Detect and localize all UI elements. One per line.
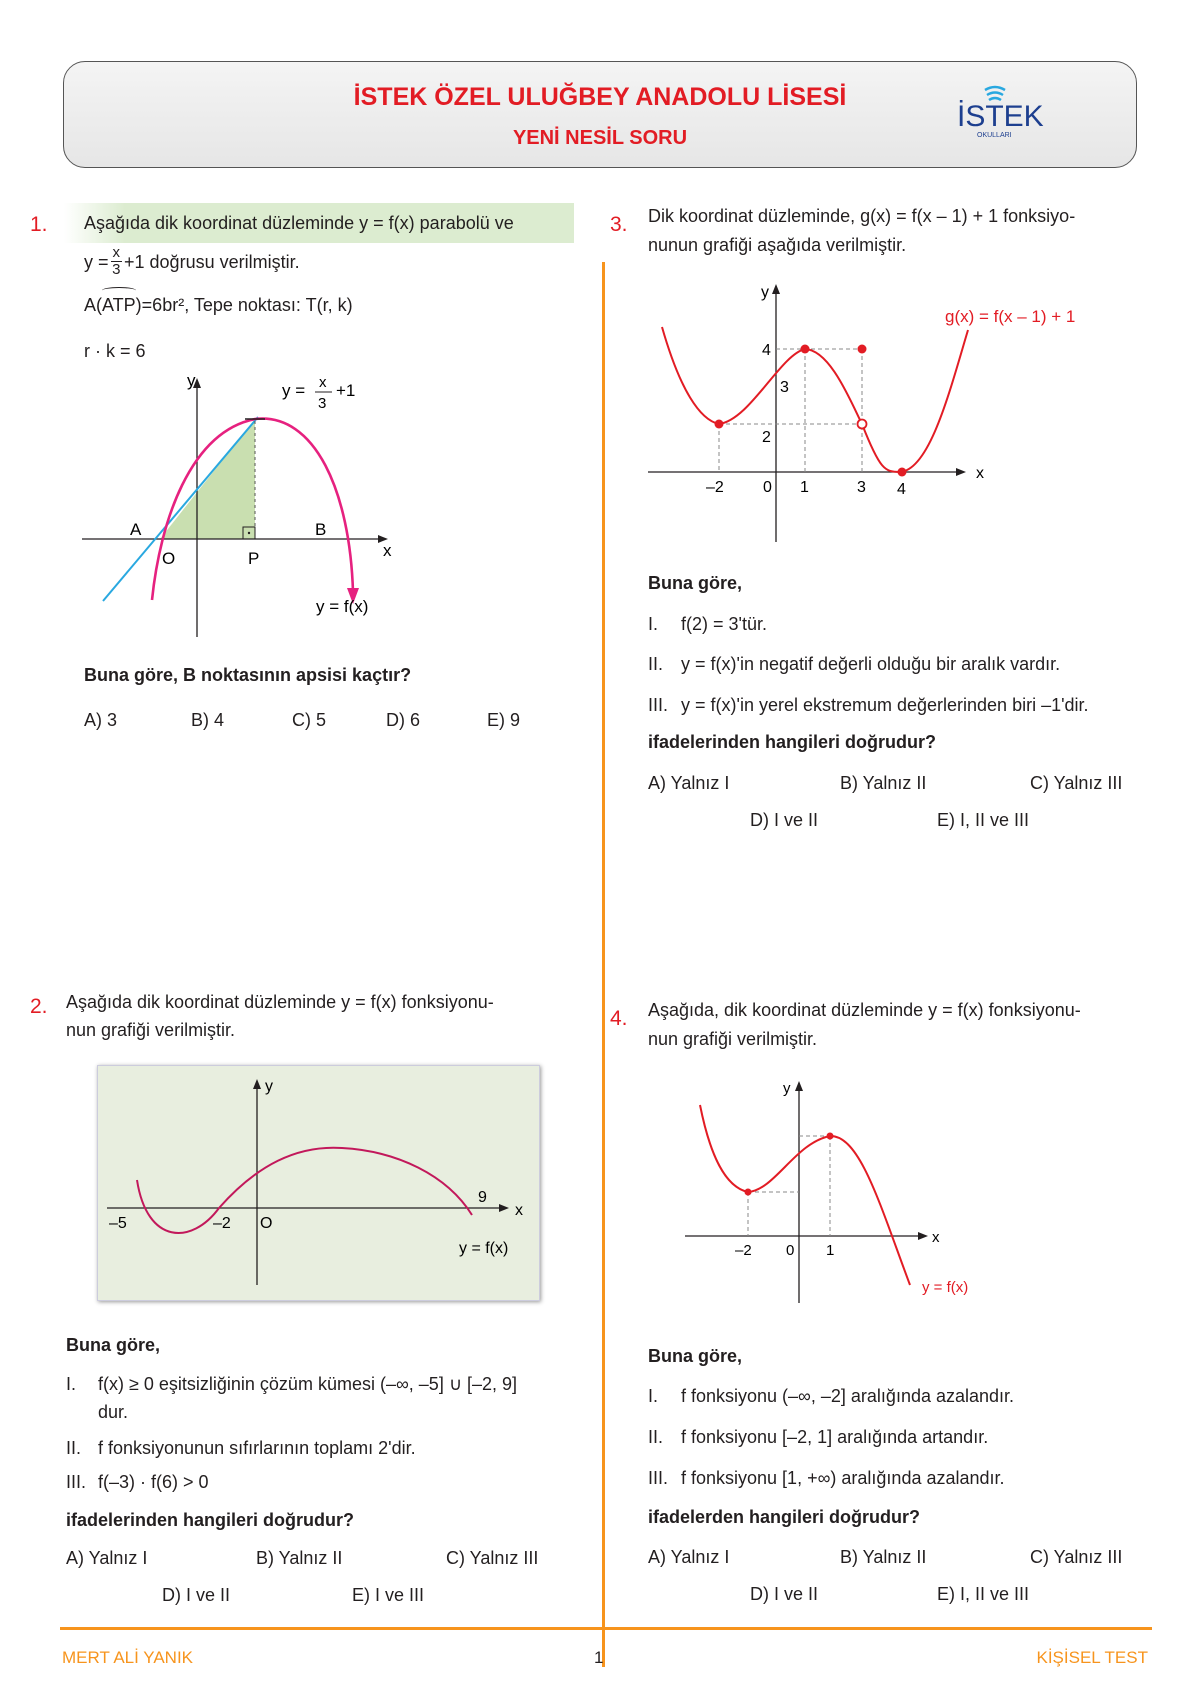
q4-tick-x1: 1 bbox=[826, 1242, 835, 1259]
q1-option-d[interactable]: D) 6 bbox=[386, 710, 421, 730]
q1-area bbox=[84, 291, 353, 319]
q1-point-o: O bbox=[162, 549, 176, 568]
q2-s3-num: III. bbox=[66, 1472, 87, 1492]
page-subtitle: YENİ NESİL SORU bbox=[512, 127, 688, 149]
q4-lead: Buna göre, bbox=[648, 1346, 743, 1366]
q3-line1: Dik koordinat düzleminde, g(x) = f(x – 1) + 1 fonksiyo- bbox=[648, 206, 1076, 226]
q4-number: 4. bbox=[610, 1007, 628, 1030]
q2-tick-m5: –5 bbox=[109, 1215, 127, 1232]
q4-x-label: x bbox=[932, 1229, 940, 1246]
q4-x-arrow-icon bbox=[918, 1232, 928, 1240]
q3-s2-num: II. bbox=[648, 654, 664, 674]
logo-subtext: OKULLARI bbox=[977, 132, 1012, 139]
q3-point-min bbox=[715, 420, 724, 429]
q1-product: r · k = 6 bbox=[84, 341, 146, 361]
q1-line-label-num: x bbox=[319, 374, 327, 391]
logo-icon bbox=[955, 82, 1045, 142]
q1-graph bbox=[70, 372, 410, 642]
q1-line2-prefix: y = bbox=[84, 251, 109, 272]
logo-text: İSTEK bbox=[957, 100, 1044, 133]
q1-x-label: x bbox=[383, 541, 392, 560]
q2-s3: f(–3) · f(6) > 0 bbox=[98, 1472, 209, 1492]
q2-s2-num: II. bbox=[66, 1438, 82, 1458]
q3-point-isolated bbox=[858, 345, 867, 354]
q1-option-e[interactable]: E) 9 bbox=[487, 710, 521, 730]
q1-option-a[interactable]: A) 3 bbox=[84, 710, 118, 730]
q1-point-p: P bbox=[248, 549, 260, 568]
q3-y-arrow-icon bbox=[772, 284, 780, 294]
q4-tick-xm2: –2 bbox=[735, 1242, 752, 1259]
q3-option-e[interactable]: E) I, II ve III bbox=[937, 810, 1030, 830]
q3-s3-num: III. bbox=[648, 695, 669, 715]
q1-area-arc bbox=[102, 291, 136, 319]
q3-graph bbox=[640, 280, 1120, 545]
q2-s1-line1: f(x) ≥ 0 eşitsizliğinin çözüm kümesi (–∞, –5] ∪ [–2, 9] bbox=[98, 1374, 518, 1394]
q2-question: ifadelerinden hangileri doğrudur? bbox=[66, 1510, 355, 1530]
q3-lead: Buna göre, bbox=[648, 573, 743, 593]
q3-s1: f(2) = 3'tür. bbox=[681, 614, 767, 634]
q1-line-label-suffix: +1 bbox=[336, 381, 356, 400]
q3-number: 3. bbox=[610, 213, 628, 236]
q2-option-e[interactable]: E) I ve III bbox=[352, 1585, 425, 1605]
q3-option-b[interactable]: B) Yalnız II bbox=[840, 773, 927, 793]
q3-s3: y = f(x)'in yerel ekstremum değerlerinden biri –1'dir. bbox=[681, 695, 1089, 715]
q1-option-c[interactable]: C) 5 bbox=[292, 710, 327, 730]
q1-area-arc-text: ATP bbox=[102, 295, 136, 315]
q4-graph bbox=[680, 1075, 1000, 1310]
column-divider bbox=[602, 262, 605, 1667]
q2-origin: O bbox=[260, 1215, 273, 1232]
q1-line2-suffix: +1 doğrusu verilmiştir. bbox=[124, 251, 300, 272]
q1-frac-num: x bbox=[112, 244, 121, 261]
footer-test-type: KİŞİSEL TEST bbox=[1036, 1648, 1148, 1667]
q1-frac-den: 3 bbox=[112, 261, 121, 278]
q2-y-arrow-icon bbox=[253, 1079, 261, 1089]
q4-curve bbox=[700, 1105, 910, 1285]
q4-point-min bbox=[745, 1189, 752, 1196]
q4-point-max bbox=[827, 1133, 834, 1140]
q2-tick-9: 9 bbox=[478, 1189, 487, 1206]
school-logo bbox=[955, 82, 1045, 142]
q2-option-c[interactable]: C) Yalnız III bbox=[446, 1548, 539, 1568]
q1-question: Buna göre, B noktasının apsisi kaçtır? bbox=[84, 665, 412, 685]
q1-curve-label: y = f(x) bbox=[316, 597, 369, 616]
q2-curve bbox=[137, 1148, 472, 1233]
q4-s1: f fonksiyonu (–∞, –2] aralığında azalandır. bbox=[681, 1386, 1015, 1406]
q1-line-label-den: 3 bbox=[318, 395, 327, 412]
q1-line2 bbox=[84, 245, 300, 278]
q3-tick-y3: 3 bbox=[780, 379, 789, 396]
q4-s2-num: II. bbox=[648, 1427, 664, 1447]
q1-option-b[interactable]: B) 4 bbox=[191, 710, 225, 730]
page-number: 1 bbox=[594, 1648, 604, 1667]
q1-area-suffix: )=6br², Tepe noktası: T(r, k) bbox=[135, 295, 353, 315]
q2-y-label: y bbox=[265, 1078, 273, 1095]
q1-point-a: A bbox=[130, 520, 142, 539]
q4-question: ifadelerden hangileri doğrudur? bbox=[648, 1507, 921, 1527]
q1-fraction bbox=[111, 245, 123, 278]
q4-y-label: y bbox=[783, 1080, 791, 1097]
q3-option-a[interactable]: A) Yalnız I bbox=[648, 773, 730, 793]
q3-tick-y2: 2 bbox=[762, 429, 771, 446]
q2-number: 2. bbox=[30, 995, 48, 1018]
q3-point-zero bbox=[898, 468, 907, 477]
q2-tick-m2: –2 bbox=[213, 1215, 231, 1232]
q1-area-prefix: A( bbox=[84, 295, 102, 315]
q2-option-a[interactable]: A) Yalnız I bbox=[66, 1548, 148, 1568]
q3-option-c[interactable]: C) Yalnız III bbox=[1030, 773, 1123, 793]
footer-rule bbox=[60, 1627, 1152, 1630]
q3-tick-x1: 1 bbox=[800, 479, 809, 496]
arc-mark-icon bbox=[102, 287, 136, 294]
q3-tick-y4: 4 bbox=[762, 342, 771, 359]
q1-point-b: B bbox=[315, 520, 327, 539]
q4-option-e[interactable]: E) I, II ve III bbox=[937, 1584, 1030, 1604]
q3-point-max bbox=[801, 345, 810, 354]
q4-s2: f fonksiyonu [–2, 1] aralığında artandır. bbox=[681, 1427, 989, 1447]
q1-right-angle-dot bbox=[248, 532, 250, 534]
q4-option-d[interactable]: D) I ve II bbox=[750, 1584, 819, 1604]
q3-question: ifadelerinden hangileri doğrudur? bbox=[648, 732, 937, 752]
q3-s2: y = f(x)'in negatif değerli olduğu bir aralık vardır. bbox=[681, 654, 1061, 674]
q2-option-d[interactable]: D) I ve II bbox=[162, 1585, 231, 1605]
q3-x-label: x bbox=[976, 465, 984, 482]
q3-tick-xm2: –2 bbox=[706, 479, 724, 496]
q4-option-c[interactable]: C) Yalnız III bbox=[1030, 1547, 1123, 1567]
q2-s2: f fonksiyonunun sıfırlarının toplamı 2'dir. bbox=[98, 1438, 416, 1458]
q1-line-label-prefix: y = bbox=[282, 381, 306, 400]
q1-line1: Aşağıda dik koordinat düzleminde y = f(x) parabolü ve bbox=[84, 213, 514, 233]
q4-s3-num: III. bbox=[648, 1468, 669, 1488]
footer-author: MERT ALİ YANIK bbox=[62, 1648, 194, 1667]
q2-x-label: x bbox=[515, 1202, 523, 1219]
q3-s1-num: I. bbox=[648, 614, 659, 634]
q2-line1: Aşağıda dik koordinat düzleminde y = f(x) fonksiyonu- bbox=[66, 992, 494, 1012]
q3-line2: nunun grafiği aşağıda verilmiştir. bbox=[648, 235, 907, 255]
q2-curve-label: y = f(x) bbox=[459, 1240, 509, 1257]
school-name: İSTEK ÖZEL ULUĞBEY ANADOLU LİSESİ bbox=[353, 83, 847, 111]
q3-x-arrow-icon bbox=[956, 468, 966, 476]
q2-x-arrow-icon bbox=[499, 1204, 509, 1212]
q4-line1: Aşağıda, dik koordinat düzleminde y = f(x) fonksiyonu- bbox=[648, 1000, 1081, 1020]
q3-y-label: y bbox=[761, 284, 769, 301]
q4-s1-num: I. bbox=[648, 1386, 659, 1406]
q2-lead: Buna göre, bbox=[66, 1335, 161, 1355]
q3-curve-right bbox=[862, 330, 968, 472]
q4-s3: f fonksiyonu [1, +∞) aralığında azalandır. bbox=[681, 1468, 1005, 1488]
q3-option-d[interactable]: D) I ve II bbox=[750, 810, 819, 830]
q4-curve-label: y = f(x) bbox=[922, 1279, 969, 1296]
q1-y-label: y bbox=[187, 372, 196, 390]
q4-tick-x0: 0 bbox=[786, 1242, 795, 1259]
q2-s1-line2: dur. bbox=[98, 1402, 129, 1422]
q4-option-b[interactable]: B) Yalnız II bbox=[840, 1547, 927, 1567]
q2-graph bbox=[97, 1065, 540, 1301]
q1-number: 1. bbox=[30, 213, 48, 236]
q4-y-arrow-icon bbox=[795, 1081, 803, 1091]
q2-option-b[interactable]: B) Yalnız II bbox=[256, 1548, 343, 1568]
q3-curve-label: g(x) = f(x – 1) + 1 bbox=[945, 307, 1076, 326]
q3-tick-x0: 0 bbox=[763, 479, 772, 496]
q3-tick-x4: 4 bbox=[897, 481, 906, 498]
q2-line2: nun grafiği verilmiştir. bbox=[66, 1020, 236, 1040]
q4-line2: nun grafiği verilmiştir. bbox=[648, 1029, 818, 1049]
q2-s1-num: I. bbox=[66, 1374, 77, 1394]
q4-option-a[interactable]: A) Yalnız I bbox=[648, 1547, 730, 1567]
q3-tick-x3: 3 bbox=[857, 479, 866, 496]
q3-point-hollow bbox=[858, 420, 867, 429]
